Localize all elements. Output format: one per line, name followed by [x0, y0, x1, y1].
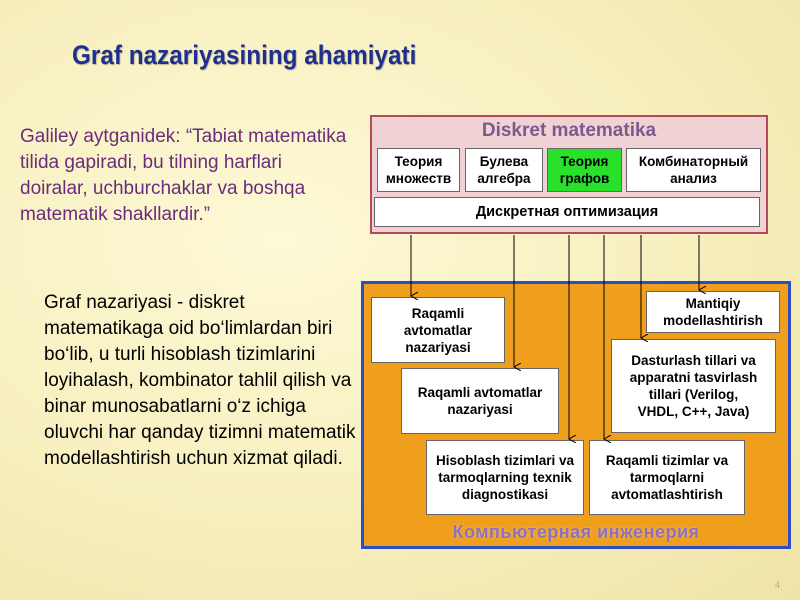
computer-engineering-title: Компьютерная инженерия	[452, 522, 700, 542]
boolean-algebra-box: Булева алгебра	[465, 148, 543, 192]
combinatorial-analysis-box: Комбинаторный анализ	[626, 148, 761, 192]
body-paragraph: Graf nazariyasi - diskret matematikaga oid bo‘limlardan biri bo‘lib, u turli hisoblash tizimlarini loyihalash, kombinator tahlil qilish va binar munosabatlarni o‘z ichiga oluvchi har qanday tizimni matematik modellashtirish uchun xizmat qiladi.	[44, 292, 356, 469]
digital-automata-theory-box-2: Raqamli avtomatlar nazariyasi	[401, 368, 559, 434]
page-number: 4	[774, 580, 780, 590]
digital-systems-automation-box: Raqamli tizimlar va tarmoqlarni avtomatlashtirish	[589, 440, 745, 515]
technical-diagnostics-box: Hisoblash tizimlari va tarmoqlarning texnik diagnostikasi	[426, 440, 584, 515]
logic-modeling-box: Mantiqiy modellashtirish	[646, 291, 780, 333]
galileo-quote: Galiley aytganidek: “Tabiat matematika tilida gapiradi, bu tilning harflari doiralar, uchburchaklar va boshqa matematik shakllardir.”	[20, 126, 347, 225]
programming-languages-box: Dasturlash tillari va apparatni tasvirlash tillari (Verilog, VHDL, C++, Java)	[611, 339, 776, 433]
set-theory-box: Теория множеств	[377, 148, 460, 192]
discrete-optimization-box: Дискретная оптимизация	[374, 197, 760, 227]
discrete-math-title: Diskret matematika	[481, 120, 657, 141]
slide-title: Graf nazariyasining ahamiyati	[72, 40, 417, 70]
digital-automata-theory-box-1: Raqamli avtomatlar nazariyasi	[371, 297, 505, 363]
graph-theory-box: Теория графов	[547, 148, 622, 192]
